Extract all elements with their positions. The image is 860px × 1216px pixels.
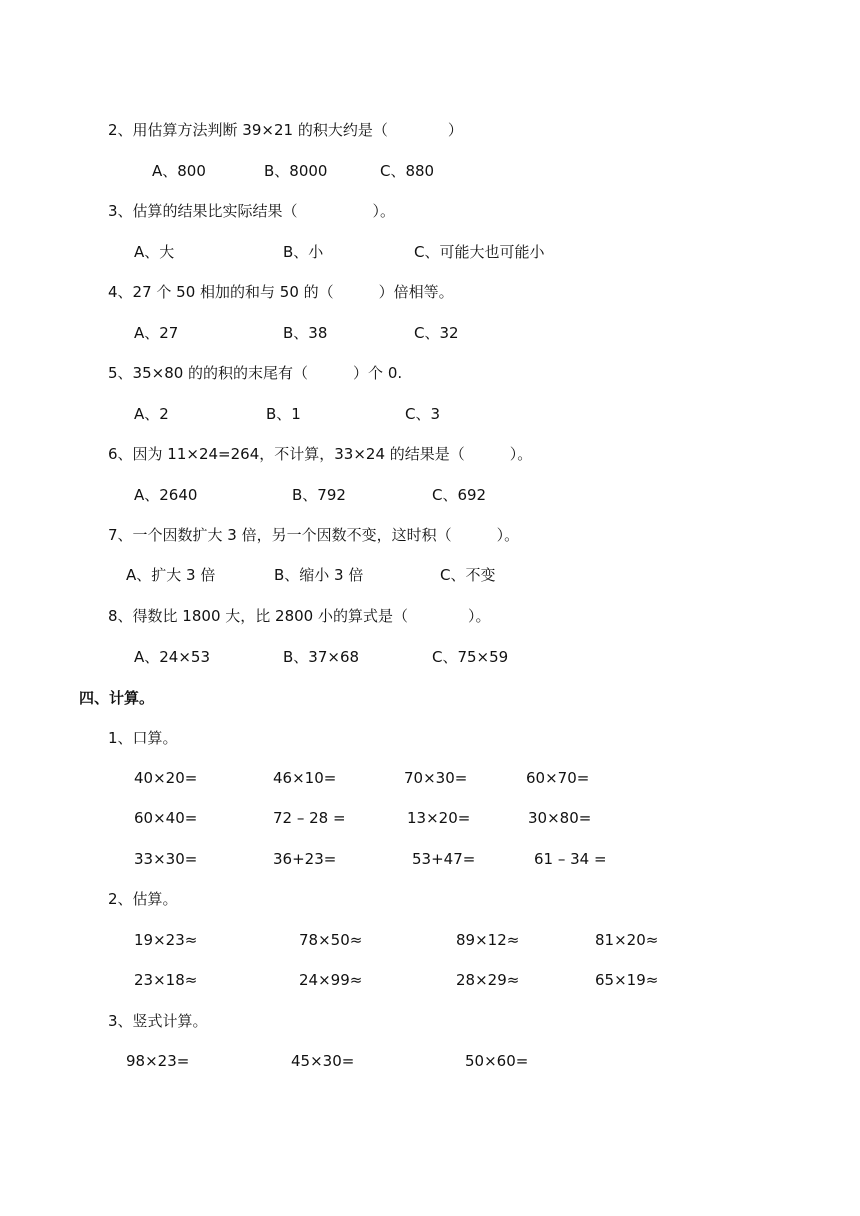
vertical-item: 45×30= xyxy=(291,1052,355,1070)
estimate-item: 23×18≈ xyxy=(134,971,198,989)
q3-option-c: C、可能大也可能小 xyxy=(414,243,545,261)
vertical-item: 50×60= xyxy=(465,1052,529,1070)
question-6: 6、因为 11×24=264，不计算，33×24 的结果是（ ）。 xyxy=(108,445,533,463)
estimate-item: 65×19≈ xyxy=(595,971,659,989)
q3-option-a: A、大 xyxy=(134,243,175,261)
q2-option-a: A、800 xyxy=(152,162,206,180)
question-3: 3、估算的结果比实际结果（ ）。 xyxy=(108,202,396,220)
q7-option-c: C、不变 xyxy=(440,566,496,584)
oral-item: 60×70= xyxy=(526,769,590,787)
oral-item: 53+47= xyxy=(412,850,476,868)
oral-item: 46×10= xyxy=(273,769,337,787)
question-8: 8、得数比 1800 大，比 2800 小的算式是（ ）。 xyxy=(108,607,491,625)
estimate-item: 28×29≈ xyxy=(456,971,520,989)
q7-option-a: A、扩大 3 倍 xyxy=(126,566,216,584)
oral-item: 36+23= xyxy=(273,850,337,868)
oral-item: 30×80= xyxy=(528,809,592,827)
vertical-calc-title: 3、竖式计算。 xyxy=(108,1012,208,1030)
q6-option-a: A、2640 xyxy=(134,486,198,504)
q8-option-a: A、24×53 xyxy=(134,648,211,666)
q4-option-a: A、27 xyxy=(134,324,179,342)
question-4: 4、27 个 50 相加的和与 50 的（ ）倍相等。 xyxy=(108,283,454,301)
q6-option-c: C、692 xyxy=(432,486,487,504)
q8-option-b: B、37×68 xyxy=(283,648,360,666)
q5-option-b: B、1 xyxy=(266,405,301,423)
vertical-item: 98×23= xyxy=(126,1052,190,1070)
estimate-item: 24×99≈ xyxy=(299,971,363,989)
oral-item: 72 – 28 = xyxy=(273,809,346,827)
estimate-item: 89×12≈ xyxy=(456,931,520,949)
q5-option-c: C、3 xyxy=(405,405,441,423)
section-heading: 四、计算。 xyxy=(79,689,155,707)
q2-option-c: C、880 xyxy=(380,162,435,180)
estimate-title: 2、估算。 xyxy=(108,890,178,908)
question-2: 2、用估算方法判断 39×21 的积大约是（ ） xyxy=(108,121,463,139)
q2-option-b: B、8000 xyxy=(264,162,328,180)
question-5: 5、35×80 的的积的末尾有（ ）个 0. xyxy=(108,364,403,382)
question-7: 7、一个因数扩大 3 倍，另一个因数不变，这时积（ ）。 xyxy=(108,526,520,544)
estimate-item: 81×20≈ xyxy=(595,931,659,949)
oral-item: 70×30= xyxy=(404,769,468,787)
oral-item: 13×20= xyxy=(407,809,471,827)
oral-item: 61 – 34 = xyxy=(534,850,607,868)
q4-option-c: C、32 xyxy=(414,324,459,342)
q5-option-a: A、2 xyxy=(134,405,169,423)
q4-option-b: B、38 xyxy=(283,324,328,342)
q3-option-b: B、小 xyxy=(283,243,324,261)
oral-calc-title: 1、口算。 xyxy=(108,729,178,747)
estimate-item: 19×23≈ xyxy=(134,931,198,949)
q7-option-b: B、缩小 3 倍 xyxy=(274,566,364,584)
q8-option-c: C、75×59 xyxy=(432,648,509,666)
q6-option-b: B、792 xyxy=(292,486,346,504)
oral-item: 60×40= xyxy=(134,809,198,827)
oral-item: 40×20= xyxy=(134,769,198,787)
estimate-item: 78×50≈ xyxy=(299,931,363,949)
oral-item: 33×30= xyxy=(134,850,198,868)
